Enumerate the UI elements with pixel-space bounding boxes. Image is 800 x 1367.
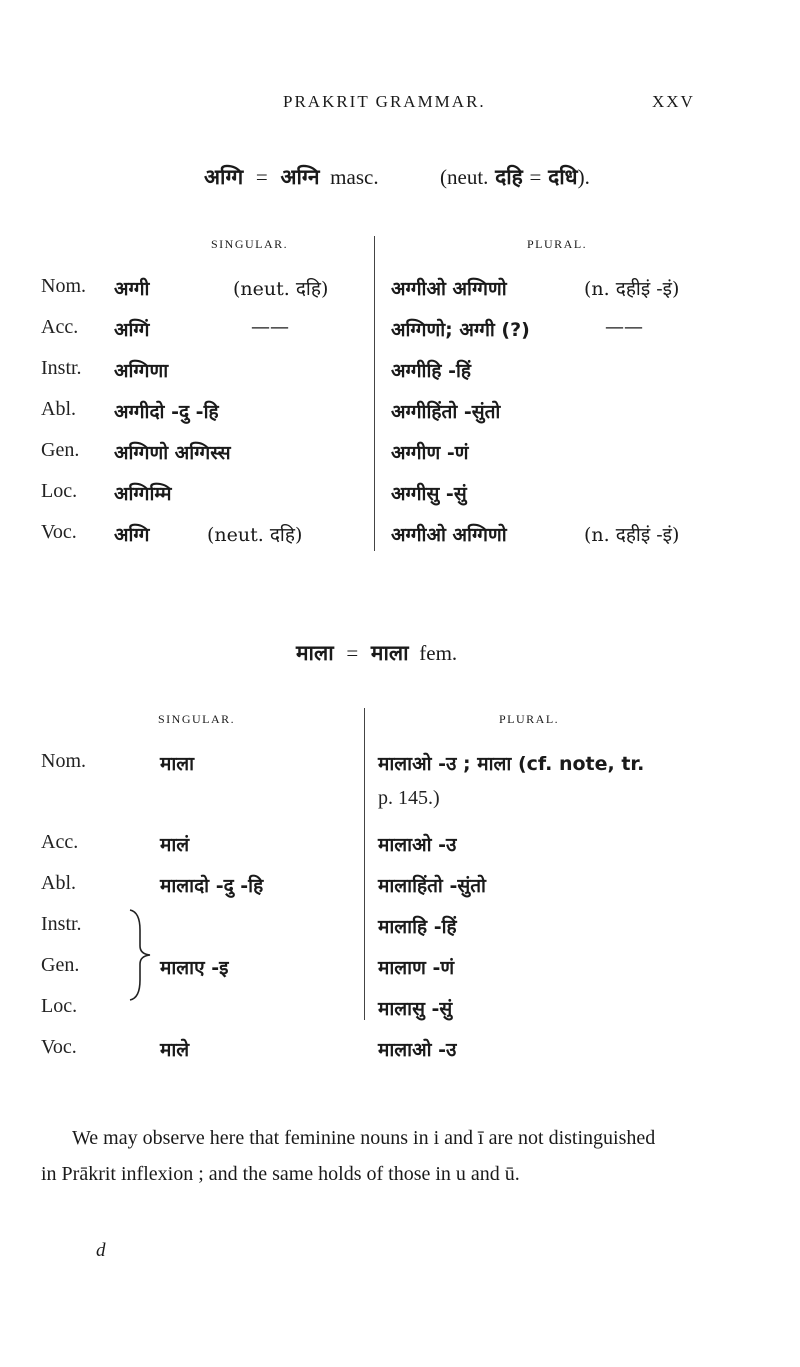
plural-form: अग्गीण -णं	[391, 442, 469, 464]
case-label: Gen.	[41, 439, 80, 461]
singular-form: माले	[160, 1039, 190, 1061]
section2-title	[296, 639, 457, 667]
page-number: XXV	[652, 92, 695, 111]
running-header-title: PRAKRIT GRAMMAR.	[283, 92, 486, 111]
plural-form: अग्गीओ अग्गिणो	[391, 524, 507, 546]
singular-form: अग्गिं	[114, 319, 150, 341]
column-divider	[374, 236, 375, 551]
neuter-close: ).	[577, 165, 590, 189]
section1-neuter-note	[440, 163, 590, 191]
singular-heading: SINGULAR.	[158, 712, 236, 726]
title-word: माला	[296, 641, 334, 665]
plural-note: (n. दहीइं -इं)	[584, 524, 680, 546]
plural-form: मालाओ -उ ; माला (cf. note, tr.	[378, 753, 645, 775]
singular-form: अग्गि	[114, 524, 150, 546]
case-label: Gen.	[41, 954, 80, 976]
title-equals: =	[255, 165, 268, 189]
plural-form: मालाण -णं	[378, 957, 455, 979]
case-label: Abl.	[41, 398, 76, 420]
neuter-paren: (neut.	[440, 165, 489, 189]
plural-form: मालाहि -हिं	[378, 916, 457, 938]
singular-form: अग्गीदो -दु -हि	[114, 401, 219, 423]
case-label: Voc.	[41, 521, 77, 543]
singular-note: ——	[251, 316, 289, 338]
singular-note: (neut. दहि)	[233, 278, 329, 300]
title-word: अग्गि	[204, 165, 244, 189]
singular-form: अग्गी	[114, 278, 150, 300]
case-label: Abl.	[41, 872, 76, 894]
singular-form: मालाए -इ	[160, 957, 229, 979]
singular-note: (neut. दहि)	[207, 524, 303, 546]
plural-form: मालाहिंतो -सुंतो	[378, 875, 486, 897]
plural-note: ——	[605, 316, 643, 338]
brace-bracket	[126, 908, 156, 1002]
case-label: Instr.	[41, 357, 82, 379]
case-label: Acc.	[41, 831, 79, 853]
title-gender: masc.	[330, 165, 379, 189]
case-label: Loc.	[41, 995, 78, 1017]
case-label: Acc.	[41, 316, 79, 338]
signature-mark: d	[96, 1240, 106, 1261]
plural-form: अग्गीसु -सुं	[391, 483, 467, 505]
title-sanskrit: अग्नि	[280, 165, 320, 189]
plural-note: (n. दहीइं -इं)	[584, 278, 680, 300]
plural-form: अग्गीहिंतो -सुंतो	[391, 401, 501, 423]
singular-form: अग्गिणो अग्गिस्स	[114, 442, 231, 464]
case-label: Voc.	[41, 1036, 77, 1058]
plural-form: अग्गीहि -हिं	[391, 360, 471, 382]
singular-form: माला	[160, 753, 195, 775]
plural-heading: PLURAL.	[499, 712, 560, 726]
plural-form-continuation: p. 145.)	[378, 787, 440, 809]
paragraph-line-2: in Prākrit inflexion ; and the same holds of those in u and ū.	[41, 1163, 520, 1185]
singular-form: मालं	[160, 834, 190, 856]
title-sanskrit: माला	[370, 641, 409, 665]
neuter-equals: =	[529, 165, 542, 189]
plural-form: मालासु -सुं	[378, 998, 453, 1020]
plural-form: मालाओ -उ	[378, 834, 457, 856]
plural-form: अग्गिणो; अग्गी (?)	[391, 319, 530, 341]
plural-heading: PLURAL.	[527, 237, 588, 251]
title-gender: fem.	[419, 641, 458, 665]
column-divider	[364, 708, 365, 1020]
section1-title	[204, 163, 379, 191]
neuter-sanskrit: दधि	[548, 165, 578, 189]
singular-heading: SINGULAR.	[211, 237, 289, 251]
case-label: Instr.	[41, 913, 82, 935]
paragraph-line-1: We may observe here that feminine nouns in i and ī are not distinguished	[72, 1127, 656, 1149]
case-label: Nom.	[41, 750, 86, 772]
case-label: Loc.	[41, 480, 78, 502]
plural-form: मालाओ -उ	[378, 1039, 457, 1061]
singular-form: अग्गिम्मि	[114, 483, 172, 505]
title-equals: =	[346, 641, 359, 665]
plural-form: अग्गीओ अग्गिणो	[391, 278, 507, 300]
singular-form: अग्गिणा	[114, 360, 169, 382]
neuter-prakrit: दहि	[495, 165, 523, 189]
case-label: Nom.	[41, 275, 86, 297]
singular-form: मालादो -दु -हि	[160, 875, 264, 897]
